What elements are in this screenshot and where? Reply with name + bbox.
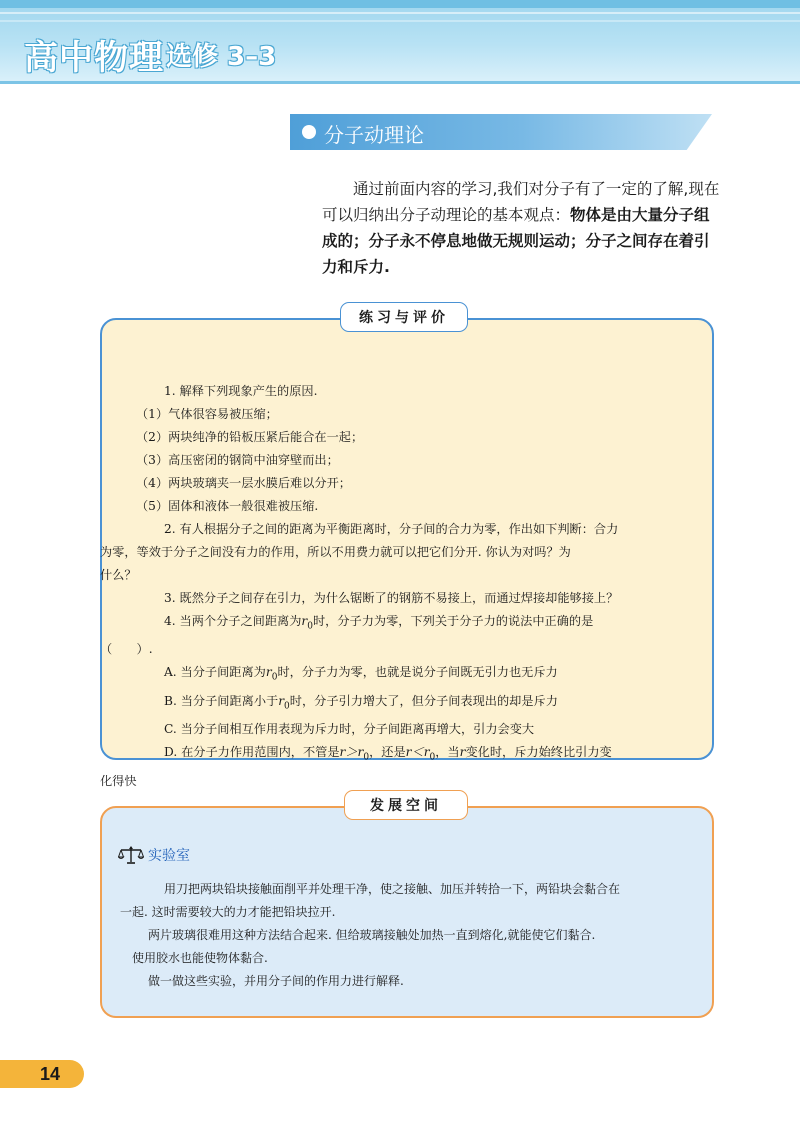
- q4-option-b: [136, 690, 682, 718]
- r-compare: r＜: [405, 745, 424, 760]
- header-stripe: [0, 20, 800, 22]
- r0-symbol: [265, 665, 278, 683]
- volume-label: 选修 3–3: [166, 42, 277, 72]
- intro-key-points: 物体是由大量分子组成的；分子永不停息地做无规则运动；分子之间存在着引力和斥力.: [322, 206, 710, 276]
- q4-option-a: [136, 661, 682, 689]
- option-text: D. 在分子力作用范围内，不管是: [164, 745, 340, 760]
- intro-text: 通过前面内容的学习,我们对分子有了一定的了解,现在可以归纳出分子动理论的基本观点：: [322, 180, 720, 224]
- r-gt-r0: [339, 745, 370, 763]
- lab-heading: [118, 844, 190, 866]
- q4-stem-part: 4. 当两个分子之间距离为: [164, 614, 302, 628]
- dev-line: 用刀把两块铅块接触面削平并处理干净，使之接触、加压并转拾一下，两铅块会黏合在: [164, 882, 621, 896]
- r-subscript: 0: [284, 701, 290, 712]
- section-title: 分子动理论: [324, 123, 424, 147]
- r-symbol: r: [278, 693, 285, 708]
- q4-option-d: [136, 741, 682, 769]
- r-symbol: r: [265, 665, 272, 680]
- balance-scale-icon: [118, 845, 144, 865]
- intro-paragraph: [322, 176, 722, 280]
- r-symbol: r: [459, 745, 466, 760]
- book-title: 高中物理: [24, 38, 164, 78]
- option-text: ，当: [435, 745, 460, 760]
- q2-line: 什么？: [100, 568, 137, 582]
- q4-stem-part: 时，分子力为零，下列关于分子力的说法中正确的是: [312, 614, 594, 628]
- dev-line: 使用胶水也能使物体黏合.: [132, 951, 268, 965]
- development-content: [120, 878, 696, 993]
- q1-item: （1）气体很容易被压缩；: [136, 407, 278, 421]
- option-text: ，还是: [369, 745, 406, 760]
- option-text: 时，分子力为零，也就是说分子间既无引力也无斥力: [277, 665, 558, 680]
- page-number: 14: [40, 1064, 61, 1084]
- q1-item: （4）两块玻璃夹一层水膜后难以分开；: [136, 476, 351, 490]
- r0-symbol: [278, 693, 290, 712]
- r-symbol: r: [301, 614, 308, 628]
- r-symbol: r: [423, 745, 430, 760]
- r-subscript: 0: [363, 752, 370, 763]
- bullet-dot-icon: [302, 125, 316, 139]
- q4-option-c: C. 当分子间相互作用表现为斥力时，分子间距离再增大，引力会变大: [164, 722, 535, 737]
- practice-content: [100, 380, 682, 793]
- r-subscript: 0: [271, 672, 278, 683]
- q2-line: 2. 有人根据分子之间的距离为平衡距离时，分子间的合力为零，作出如下判断：合力: [164, 522, 619, 536]
- dev-line: 一起. 这时需要较大的力才能把铅块拉开.: [120, 905, 336, 919]
- r-subscript: 0: [429, 752, 436, 763]
- q4-stem: [136, 610, 682, 638]
- q3-text: 3. 既然分子之间存在引力，为什么锯断了的钢筋不易接上，而通过焊接却能够接上？: [164, 591, 619, 605]
- q4-stem-bracket: （ ）.: [100, 642, 153, 657]
- q1-item: （3）高压密闭的钢筒中油穿壁而出；: [136, 453, 339, 467]
- q1-stem: 1. 解释下列现象产生的原因.: [164, 384, 318, 398]
- page-header: [0, 0, 800, 84]
- option-text: A. 当分子间距离为: [164, 665, 266, 680]
- r-compare: r＞: [339, 745, 358, 760]
- option-text: B. 当分子间距离小于: [164, 693, 279, 708]
- r0-symbol: [301, 614, 313, 632]
- option-text: 时，分子引力增大了，但分子间表现出的却是斥力: [289, 693, 558, 708]
- q2-line: 为零，等效于分子之间没有力的作用，所以不用费力就可以把它们分开. 你认为对吗？为: [100, 545, 571, 559]
- dev-line: 做一做这些实验，并用分子间的作用力进行解释.: [148, 974, 404, 988]
- q1-item: （2）两块纯净的铅板压紧后能合在一起；: [136, 430, 364, 444]
- development-tab: 发展空间: [344, 790, 468, 820]
- q1-item: （5）固体和液体一般很难被压缩.: [136, 499, 319, 513]
- page-number-tab: [0, 1060, 84, 1088]
- r-symbol: r: [357, 745, 364, 760]
- r-lt-r0: [405, 745, 436, 763]
- lab-heading-label: 实验室: [148, 848, 190, 864]
- option-text: 变化时，斥力始终比引力变: [465, 745, 612, 760]
- header-stripe: [0, 12, 800, 14]
- q4-option-d-cont: 化得快: [100, 773, 137, 788]
- r-subscript: 0: [307, 621, 313, 632]
- header-top-band: [0, 0, 800, 8]
- section-heading: [290, 114, 712, 150]
- practice-tab: 练习与评价: [340, 302, 468, 332]
- dev-line: 两片玻璃很难用这种方法结合起来. 但给玻璃接触处加热一直到熔化,就能使它们黏合.: [148, 928, 596, 942]
